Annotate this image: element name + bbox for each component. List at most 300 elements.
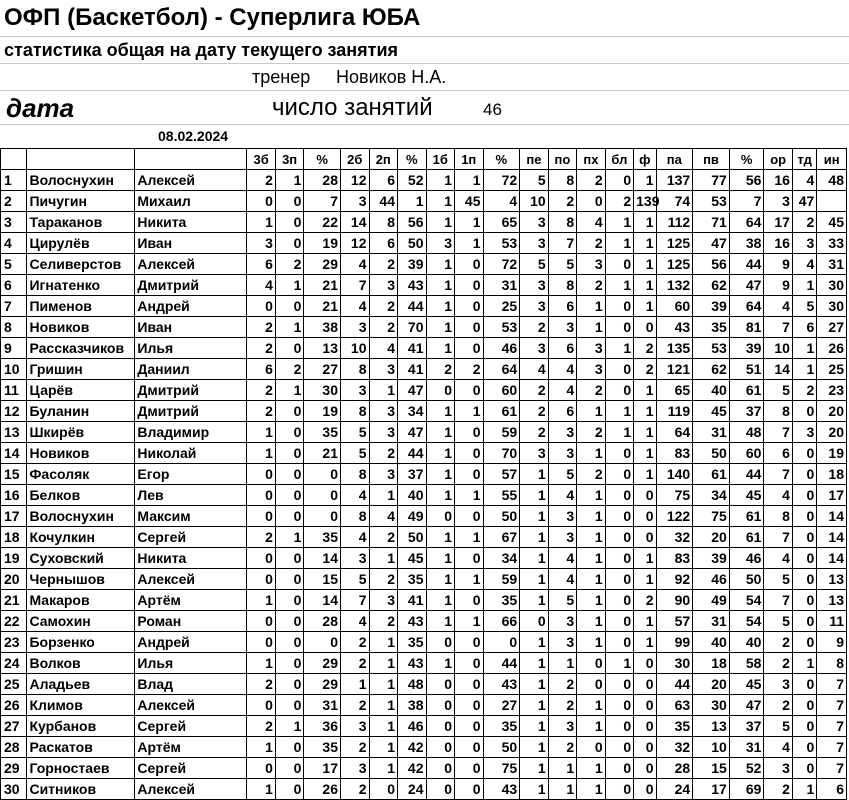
stat-cell: 57: [656, 611, 693, 632]
stat-cell: 3: [426, 233, 455, 254]
stat-cell: 2: [634, 338, 656, 359]
stat-cell: 2: [548, 191, 577, 212]
stat-cell: 0: [247, 485, 276, 506]
stat-cell: 0: [605, 464, 634, 485]
stat-cell: 9: [764, 275, 793, 296]
firstname-cell: Николай: [135, 443, 247, 464]
stat-cell: 44: [656, 674, 693, 695]
table-row: [1, 716, 847, 737]
stat-cell: 1: [520, 632, 549, 653]
surname-cell: Белков: [27, 485, 135, 506]
stat-cell: 29: [304, 653, 341, 674]
stat-cell: 0: [605, 632, 634, 653]
stat-cell: 12: [341, 233, 370, 254]
stat-cell: 32: [656, 527, 693, 548]
stat-cell: 4: [369, 338, 398, 359]
stat-cell: 14: [304, 548, 341, 569]
stat-cell: 2: [548, 737, 577, 758]
stat-cell: 40: [729, 632, 764, 653]
firstname-cell: Дмитрий: [135, 380, 247, 401]
stat-cell: 3: [764, 191, 793, 212]
firstname-cell: Андрей: [135, 296, 247, 317]
stat-cell: 50: [398, 233, 427, 254]
stat-cell: 3: [520, 296, 549, 317]
stat-cell: 1: [426, 611, 455, 632]
stat-cell: 24: [398, 779, 427, 800]
sessions-value: 46: [483, 100, 502, 119]
stat-cell: 50: [693, 443, 730, 464]
table-row: [1, 779, 847, 800]
stat-cell: 43: [483, 779, 520, 800]
stat-cell: 31: [693, 611, 730, 632]
surname-cell: Чернышов: [27, 569, 135, 590]
stat-cell: 40: [693, 632, 730, 653]
surname-cell: Аладьев: [27, 674, 135, 695]
stat-cell: 34: [398, 401, 427, 422]
stat-cell: 35: [304, 422, 341, 443]
table-row: [1, 443, 847, 464]
column-header: 1п: [455, 149, 484, 170]
stat-cell: 2: [247, 527, 276, 548]
stat-cell: 19: [304, 233, 341, 254]
stat-cell: 2: [341, 695, 370, 716]
stat-cell: 1: [247, 737, 276, 758]
firstname-cell: Никита: [135, 548, 247, 569]
stat-cell: 0: [634, 716, 656, 737]
stat-cell: 1: [634, 443, 656, 464]
stat-cell: 61: [693, 464, 730, 485]
stat-cell: 8: [764, 401, 793, 422]
stat-cell: 8: [548, 275, 577, 296]
stat-cell: 0: [275, 212, 304, 233]
stat-cell: 39: [729, 338, 764, 359]
table-row: [1, 359, 847, 380]
firstname-cell: Алексей: [135, 170, 247, 191]
stat-cell: 37: [729, 401, 764, 422]
stat-cell: 1: [577, 758, 606, 779]
firstname-cell: Артём: [135, 737, 247, 758]
stat-cell: 71: [693, 212, 730, 233]
stat-cell: 4: [764, 548, 793, 569]
sheet-gridline: [0, 124, 849, 125]
stat-cell: 3: [548, 716, 577, 737]
stat-cell: 0: [455, 275, 484, 296]
stat-cell: 3: [520, 275, 549, 296]
stat-cell: 1: [634, 422, 656, 443]
stat-cell: 65: [656, 380, 693, 401]
stat-cell: 0: [455, 254, 484, 275]
stat-cell: 1: [605, 401, 634, 422]
stat-cell: 2: [247, 401, 276, 422]
stat-cell: 0: [455, 506, 484, 527]
stat-cell: 1: [520, 569, 549, 590]
stat-cell: 31: [483, 275, 520, 296]
stat-cell: 30: [693, 695, 730, 716]
stat-cell: 1: [455, 527, 484, 548]
stat-cell: 0: [275, 779, 304, 800]
stat-cell: 1: [548, 779, 577, 800]
stat-cell: 3: [792, 233, 816, 254]
stat-cell: 62: [693, 275, 730, 296]
stat-cell: 1: [369, 716, 398, 737]
stat-cell: 35: [483, 716, 520, 737]
stat-cell: 2: [275, 254, 304, 275]
stat-cell: 2: [577, 464, 606, 485]
stat-cell: 1: [520, 716, 549, 737]
stat-cell: 56: [729, 170, 764, 191]
stat-cell: 5: [764, 611, 793, 632]
table-row: [1, 401, 847, 422]
stat-cell: 0: [247, 464, 276, 485]
stat-cell: 81: [729, 317, 764, 338]
surname-cell: Курбанов: [27, 716, 135, 737]
stat-cell: 1: [577, 548, 606, 569]
stat-cell: 8: [341, 464, 370, 485]
stat-cell: 7: [764, 422, 793, 443]
row-number-cell: 28: [1, 737, 27, 758]
stat-cell: 5: [548, 590, 577, 611]
stat-cell: 4: [341, 254, 370, 275]
stat-cell: 0: [605, 758, 634, 779]
stat-cell: 0: [304, 632, 341, 653]
stat-cell: 0: [247, 506, 276, 527]
stat-cell: 1: [247, 443, 276, 464]
firstname-cell: Максим: [135, 506, 247, 527]
column-header: пе: [520, 149, 549, 170]
column-header: [27, 149, 135, 170]
stat-cell: 2: [369, 527, 398, 548]
stat-cell: 0: [792, 716, 816, 737]
coach-label: тренер: [252, 67, 311, 87]
stat-cell: 4: [548, 569, 577, 590]
stat-cell: 5: [520, 170, 549, 191]
stat-cell: 67: [483, 527, 520, 548]
stat-cell: 14: [764, 359, 793, 380]
stat-cell: 2: [634, 359, 656, 380]
stat-cell: 1: [426, 569, 455, 590]
stat-cell: 1: [520, 758, 549, 779]
surname-cell: Рассказчиков: [27, 338, 135, 359]
stat-cell: 61: [729, 527, 764, 548]
stat-cell: 5: [548, 464, 577, 485]
stat-cell: 0: [275, 338, 304, 359]
surname-cell: Волоснухин: [27, 170, 135, 191]
stat-cell: 2: [341, 737, 370, 758]
firstname-cell: Егор: [135, 464, 247, 485]
stat-cell: 45: [455, 191, 484, 212]
stat-cell: 3: [764, 674, 793, 695]
stat-cell: 31: [693, 422, 730, 443]
surname-cell: Цирулёв: [27, 233, 135, 254]
stat-cell: 74: [656, 191, 693, 212]
stat-cell: 43: [398, 611, 427, 632]
stat-cell: 1: [369, 548, 398, 569]
stat-cell: 1: [634, 233, 656, 254]
stat-cell: 44: [398, 296, 427, 317]
stat-cell: 52: [729, 758, 764, 779]
stat-cell: 2: [520, 422, 549, 443]
stat-cell: 26: [817, 338, 847, 359]
stat-cell: 0: [275, 485, 304, 506]
stat-cell: 6: [817, 779, 847, 800]
stat-cell: 23: [817, 380, 847, 401]
stat-cell: 1: [548, 758, 577, 779]
stat-cell: 56: [398, 212, 427, 233]
stat-cell: 3: [548, 527, 577, 548]
row-number-cell: 14: [1, 443, 27, 464]
stat-cell: 1: [634, 464, 656, 485]
surname-cell: Горностаев: [27, 758, 135, 779]
stat-cell: 53: [693, 338, 730, 359]
stat-cell: 1: [577, 695, 606, 716]
stat-cell: 0: [247, 569, 276, 590]
stat-cell: 0: [275, 758, 304, 779]
table-row: [1, 191, 847, 212]
stat-cell: 1: [426, 191, 455, 212]
row-number-cell: 3: [1, 212, 27, 233]
stat-cell: 0: [455, 674, 484, 695]
stat-cell: 1: [520, 779, 549, 800]
row-number-cell: 7: [1, 296, 27, 317]
stat-cell: 1: [426, 170, 455, 191]
stat-cell: 4: [577, 212, 606, 233]
stat-cell: 1: [577, 401, 606, 422]
stat-cell: 41: [398, 338, 427, 359]
stat-cell: 56: [693, 254, 730, 275]
stat-cell: 2: [341, 653, 370, 674]
stat-cell: 9: [817, 632, 847, 653]
table-row: [1, 317, 847, 338]
surname-cell: Тараканов: [27, 212, 135, 233]
stat-cell: 8: [817, 653, 847, 674]
row-number-cell: 10: [1, 359, 27, 380]
stat-cell: 25: [817, 359, 847, 380]
row-number-cell: 11: [1, 380, 27, 401]
stat-cell: 0: [247, 758, 276, 779]
stat-cell: 2: [577, 380, 606, 401]
sheet-gridline: [0, 90, 849, 91]
stat-cell: 1: [275, 716, 304, 737]
stat-cell: 4: [520, 359, 549, 380]
stat-cell: 35: [304, 527, 341, 548]
row-number-cell: 26: [1, 695, 27, 716]
stat-cell: 43: [398, 275, 427, 296]
stat-cell: 1: [426, 590, 455, 611]
firstname-cell: Лев: [135, 485, 247, 506]
stat-cell: 17: [817, 485, 847, 506]
stat-cell: 2: [605, 191, 634, 212]
stat-cell: 1: [520, 506, 549, 527]
stat-cell: 35: [304, 737, 341, 758]
stat-cell: 2: [369, 569, 398, 590]
stat-cell: 53: [693, 191, 730, 212]
stat-cell: 5: [764, 569, 793, 590]
stat-cell: 3: [764, 758, 793, 779]
stat-cell: 46: [693, 569, 730, 590]
stat-cell: 7: [817, 674, 847, 695]
stat-cell: 2: [369, 611, 398, 632]
row-number-cell: 23: [1, 632, 27, 653]
stat-cell: 140: [656, 464, 693, 485]
stat-cell: 132: [656, 275, 693, 296]
stat-cell: 0: [247, 191, 276, 212]
stat-cell: [817, 191, 847, 212]
stat-cell: 1: [398, 191, 427, 212]
stat-cell: 43: [398, 653, 427, 674]
stat-cell: 0: [426, 716, 455, 737]
stat-cell: 38: [304, 317, 341, 338]
stat-cell: 64: [656, 422, 693, 443]
stat-cell: 92: [656, 569, 693, 590]
stat-cell: 83: [656, 443, 693, 464]
stat-cell: 2: [764, 632, 793, 653]
surname-cell: Игнатенко: [27, 275, 135, 296]
stat-cell: 8: [548, 170, 577, 191]
stat-cell: 0: [455, 548, 484, 569]
surname-cell: Борзенко: [27, 632, 135, 653]
stat-cell: 0: [275, 422, 304, 443]
column-header: па: [656, 149, 693, 170]
stat-cell: 5: [520, 254, 549, 275]
stat-cell: 1: [605, 653, 634, 674]
stat-cell: 34: [483, 548, 520, 569]
stat-cell: 122: [656, 506, 693, 527]
table-row: [1, 548, 847, 569]
stat-cell: 61: [729, 506, 764, 527]
sessions-label: число занятий: [272, 94, 433, 121]
stat-cell: 8: [341, 401, 370, 422]
stat-cell: 1: [426, 317, 455, 338]
stat-cell: 1: [426, 653, 455, 674]
stat-cell: 5: [341, 422, 370, 443]
stat-cell: 16: [764, 170, 793, 191]
stat-cell: 59: [483, 422, 520, 443]
stat-cell: 29: [304, 674, 341, 695]
stat-cell: 0: [792, 632, 816, 653]
stat-cell: 6: [548, 401, 577, 422]
stat-cell: 1: [577, 443, 606, 464]
stat-cell: 5: [764, 716, 793, 737]
stat-cell: 33: [817, 233, 847, 254]
firstname-cell: Сергей: [135, 716, 247, 737]
stat-cell: 6: [764, 443, 793, 464]
stat-cell: 53: [483, 317, 520, 338]
sheet-subtitle: статистика общая на дату текущего занятия: [4, 40, 399, 60]
surname-cell: Климов: [27, 695, 135, 716]
stat-cell: 3: [520, 233, 549, 254]
surname-cell: Буланин: [27, 401, 135, 422]
stat-cell: 0: [275, 506, 304, 527]
stat-cell: 20: [817, 401, 847, 422]
stat-cell: 70: [398, 317, 427, 338]
stat-cell: 0: [304, 485, 341, 506]
column-header: [135, 149, 247, 170]
stat-cell: 2: [341, 632, 370, 653]
stat-cell: 2: [455, 359, 484, 380]
stat-cell: 0: [605, 380, 634, 401]
stat-cell: 125: [656, 254, 693, 275]
stat-cell: 1: [634, 632, 656, 653]
column-header: %: [398, 149, 427, 170]
stat-cell: 1: [455, 212, 484, 233]
stat-cell: 0: [275, 233, 304, 254]
stat-cell: 54: [729, 611, 764, 632]
table-row: [1, 653, 847, 674]
stat-cell: 45: [693, 401, 730, 422]
stat-cell: 7: [817, 737, 847, 758]
stat-cell: 35: [398, 569, 427, 590]
surname-cell: Самохин: [27, 611, 135, 632]
stat-cell: 0: [247, 632, 276, 653]
stat-cell: 1: [426, 485, 455, 506]
stat-cell: 3: [577, 254, 606, 275]
stat-cell: 1: [426, 275, 455, 296]
stat-cell: 13: [693, 716, 730, 737]
stat-cell: 0: [275, 611, 304, 632]
surname-cell: Ситников: [27, 779, 135, 800]
stat-cell: 0: [275, 464, 304, 485]
stat-cell: 3: [548, 611, 577, 632]
table-row: [1, 590, 847, 611]
stat-cell: 0: [605, 296, 634, 317]
stat-cell: 8: [369, 212, 398, 233]
stat-cell: 40: [398, 485, 427, 506]
stat-cell: 0: [634, 695, 656, 716]
stat-cell: 20: [693, 674, 730, 695]
table-row: [1, 569, 847, 590]
stat-cell: 0: [605, 569, 634, 590]
stat-cell: 1: [247, 653, 276, 674]
firstname-cell: Андрей: [135, 632, 247, 653]
stat-cell: 3: [577, 359, 606, 380]
stat-cell: 1: [247, 779, 276, 800]
stat-cell: 47: [729, 695, 764, 716]
stats-table: [0, 148, 847, 800]
column-header: %: [304, 149, 341, 170]
stat-cell: 1: [369, 737, 398, 758]
stat-cell: 39: [398, 254, 427, 275]
stat-cell: 47: [398, 380, 427, 401]
column-header: [1, 149, 27, 170]
stat-cell: 1: [275, 170, 304, 191]
stat-cell: 22: [304, 212, 341, 233]
stat-cell: 1: [792, 359, 816, 380]
stat-cell: 4: [548, 548, 577, 569]
stat-cell: 0: [792, 611, 816, 632]
column-header: бл: [605, 149, 634, 170]
firstname-cell: Влад: [135, 674, 247, 695]
stat-cell: 2: [369, 254, 398, 275]
stat-cell: 2: [369, 317, 398, 338]
column-header: %: [729, 149, 764, 170]
stat-cell: 21: [304, 443, 341, 464]
stat-cell: 7: [764, 317, 793, 338]
stat-cell: 21: [304, 275, 341, 296]
stat-cell: 35: [483, 590, 520, 611]
stat-cell: 1: [520, 464, 549, 485]
stat-cell: 2: [792, 380, 816, 401]
table-row: [1, 296, 847, 317]
stat-cell: 0: [426, 632, 455, 653]
stat-cell: 31: [817, 254, 847, 275]
stat-cell: 1: [426, 443, 455, 464]
stat-cell: 1: [577, 527, 606, 548]
stat-cell: 2: [764, 653, 793, 674]
stat-cell: 0: [275, 443, 304, 464]
stat-cell: 60: [483, 380, 520, 401]
row-number-cell: 1: [1, 170, 27, 191]
stat-cell: 0: [247, 695, 276, 716]
